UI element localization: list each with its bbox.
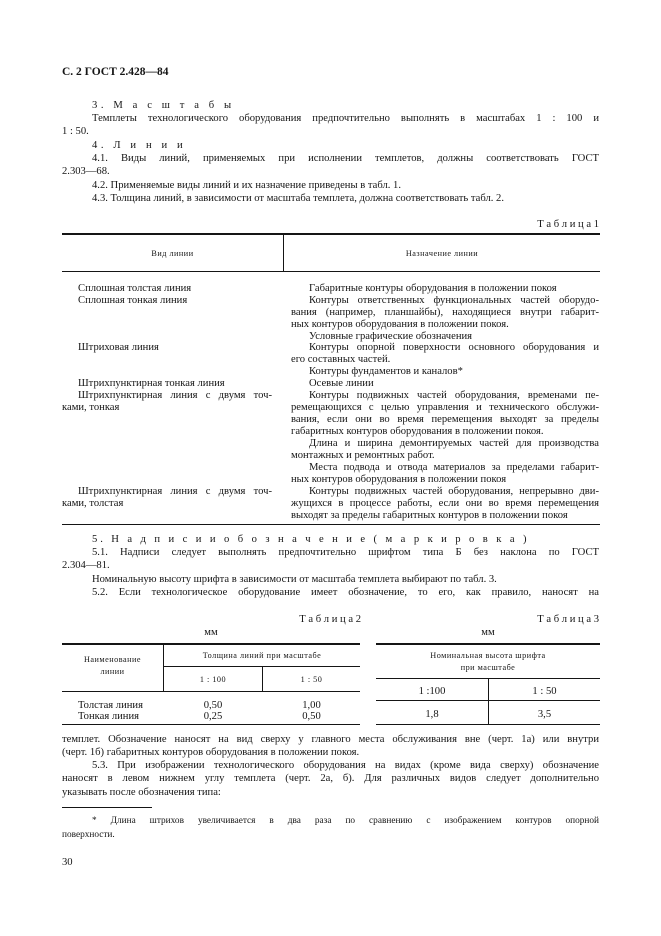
table-3-header-line: при масштабе bbox=[460, 663, 516, 672]
line-purpose: вания, если они во время перемещения выходят за пределы bbox=[291, 414, 599, 425]
table-2-cell: 1,00 bbox=[302, 700, 321, 711]
table-2-top-rule bbox=[62, 643, 360, 645]
table-3-scale-header: 1 :100 bbox=[418, 686, 446, 697]
table-1-col1-header: Вид линии bbox=[151, 249, 194, 258]
line-type: Штрихпунктирная линия с двумя точ- bbox=[78, 390, 272, 401]
line-purpose: Контуры опорной поверхности основного оборудования и bbox=[309, 342, 599, 353]
para-5-3-cont: наносят в левом нижнем углу темплета (черт. 2а, б). Для различных видов следует дополнительно bbox=[62, 773, 599, 784]
line-purpose: ных контуров оборудования в положении покоя. bbox=[291, 319, 509, 330]
footnote-rule bbox=[62, 807, 152, 808]
para-5-2: 5.2. Если технологическое оборудование имеет обозначение, то его, как правило, наносят на bbox=[92, 587, 599, 598]
footnote-text-cont: поверхности. bbox=[62, 830, 115, 840]
line-purpose: Осевые линии bbox=[309, 378, 374, 389]
line-purpose: его составных частей. bbox=[291, 354, 391, 365]
line-purpose: Контуры ответственных функциональных частей оборудо- bbox=[309, 295, 599, 306]
page-header: С. 2 ГОСТ 2.428—84 bbox=[62, 66, 169, 78]
para-5-1-cont: 2.304—81. bbox=[62, 560, 110, 571]
table-2-col1-header bbox=[62, 654, 163, 678]
line-purpose: Контуры подвижных частей оборудования, временами пе- bbox=[309, 390, 599, 401]
table-1-caption: Т а б л и ц а 1 bbox=[537, 219, 599, 230]
table-1-col2-header: Назначение линии bbox=[405, 249, 479, 258]
table-2-bottom-rule bbox=[62, 724, 360, 725]
line-type: Сплошная тонкая линия bbox=[78, 295, 188, 306]
table-2-mid-rule bbox=[164, 666, 360, 667]
line-purpose: жущихся в процессе работы, если они во время перемещения bbox=[291, 498, 599, 509]
table-2-cell: 0,25 bbox=[203, 711, 223, 722]
table-3-header bbox=[376, 650, 600, 674]
para-4-1-cont: 2.303—68. bbox=[62, 166, 110, 177]
table-2-cell: 0,50 bbox=[203, 700, 223, 711]
line-type: Штриховая линия bbox=[78, 342, 159, 353]
section-4-title: 4. Л и н и и bbox=[92, 140, 187, 151]
table-2-unit: мм bbox=[204, 627, 218, 638]
line-purpose: Контуры фундаментов и каналов* bbox=[309, 366, 463, 377]
table-2-caption: Т а б л и ц а 2 bbox=[299, 614, 361, 625]
table-3-header-rule bbox=[376, 700, 600, 701]
table-2-row-name: Тонкая линия bbox=[78, 711, 140, 722]
para-5-3: 5.3. При изображении технологического оборудования на видах (кроме вида сверху) обозначение bbox=[92, 760, 599, 771]
line-purpose: Условные графические обозначения bbox=[309, 331, 473, 342]
para-5-1-font: Номинальную высоту шрифта в зависимости от масштаба темплета выбирают по табл. 3. bbox=[92, 574, 497, 585]
para-4-1: 4.1. Виды линий, применяемых при исполнении темплетов, должны соответствовать ГОСТ bbox=[92, 153, 599, 164]
table-3-top-rule bbox=[376, 643, 600, 645]
line-purpose: ремещающихся с целью управления и технического обслужи- bbox=[291, 402, 599, 413]
table-1-top-rule bbox=[62, 233, 600, 235]
table-2-scale-header: 1 : 100 bbox=[199, 675, 227, 684]
line-type: Сплошная толстая линия bbox=[78, 283, 192, 294]
table-2-cell: 0,50 bbox=[302, 711, 321, 722]
line-purpose: Габаритные контуры оборудования в положении покоя bbox=[309, 283, 557, 294]
table-3-unit: мм bbox=[481, 627, 495, 638]
footnote-text: * Длина штрихов увеличивается в два раза по сравнению с изображением контуров опорной bbox=[92, 816, 599, 826]
line-purpose: ных контуров оборудования в положении покоя bbox=[291, 474, 507, 485]
table-3-cell: 1,8 bbox=[425, 709, 439, 720]
line-purpose: выходят за пределы габаритных контуров в положении покоя bbox=[291, 510, 568, 521]
table-2-scale-header: 1 : 50 bbox=[300, 675, 323, 684]
para-4-3: 4.3. Толщина линий, в зависимости от масштаба темплета, должна соответствовать табл. 2. bbox=[92, 193, 504, 204]
table-1-bottom-rule bbox=[62, 524, 600, 525]
line-purpose: монтажных и ремонтных работ. bbox=[291, 450, 435, 461]
para-5-2-cont: темплет. Обозначение наносят на вид сверху у главного места обслуживания вне (черт. 1а) или внутри bbox=[62, 734, 599, 745]
table-2-col1-header-line: линии bbox=[100, 667, 125, 676]
line-purpose: Длина и ширина демонтируемых частей для производства bbox=[309, 438, 599, 449]
table-3-scale-header: 1 : 50 bbox=[532, 686, 557, 697]
line-type: Штрихпунктирная линия с двумя точ- bbox=[78, 486, 272, 497]
line-type: ками, тонкая bbox=[62, 402, 120, 413]
table-2-group-header: Толщина линий при масштабе bbox=[202, 651, 322, 660]
line-purpose: Контуры подвижных частей оборудования, непрерывно дви- bbox=[309, 486, 599, 497]
table-3-bottom-rule bbox=[376, 724, 600, 725]
para-5-1: 5.1. Надписи следует выполнять предпочтительно шрифтом типа Б без наклона по ГОСТ bbox=[92, 547, 599, 558]
page-number: 30 bbox=[62, 857, 73, 868]
table-1-header-rule bbox=[62, 271, 600, 272]
table-3-caption: Т а б л и ц а 3 bbox=[537, 614, 599, 625]
line-purpose: Места подвода и отвода материалов за пределами габарит- bbox=[309, 462, 599, 473]
line-purpose: габаритных контуров оборудования в положении покоя. bbox=[291, 426, 544, 437]
table-2-col1-header-line: Наименование bbox=[83, 655, 141, 664]
table-2-header-rule bbox=[62, 691, 360, 692]
line-purpose: вания (например, планшайбы), находящиеся внутри габарит- bbox=[291, 307, 599, 318]
table-3-cell: 3,5 bbox=[537, 709, 552, 720]
para-5-2-cont: (черт. 1б) габаритных контуров оборудования в положении покоя. bbox=[62, 747, 360, 758]
para-5-3-cont: указывать после обозначения типа: bbox=[62, 787, 221, 798]
line-type: ками, толстая bbox=[62, 498, 124, 509]
section-3-text-cont: 1 : 50. bbox=[62, 126, 89, 137]
section-3-title: 3. М а с ш т а б ы bbox=[92, 100, 235, 111]
table-3-header-line: Номинальная высота шрифта bbox=[430, 651, 546, 660]
para-4-2: 4.2. Применяемые виды линий и их назначение приведены в табл. 1. bbox=[92, 180, 402, 191]
table-2-row-name: Толстая линия bbox=[78, 700, 143, 711]
section-3-text: Темплеты технологического оборудования предпочтительно выполнять в масштабах 1 : 100 и bbox=[92, 113, 599, 124]
line-type: Штрихпунктирная тонкая линия bbox=[78, 378, 225, 389]
section-5-title: 5. Н а д п и с и и о б о з н а ч е н и е ( м а р к и р о в к а ) bbox=[92, 534, 530, 545]
